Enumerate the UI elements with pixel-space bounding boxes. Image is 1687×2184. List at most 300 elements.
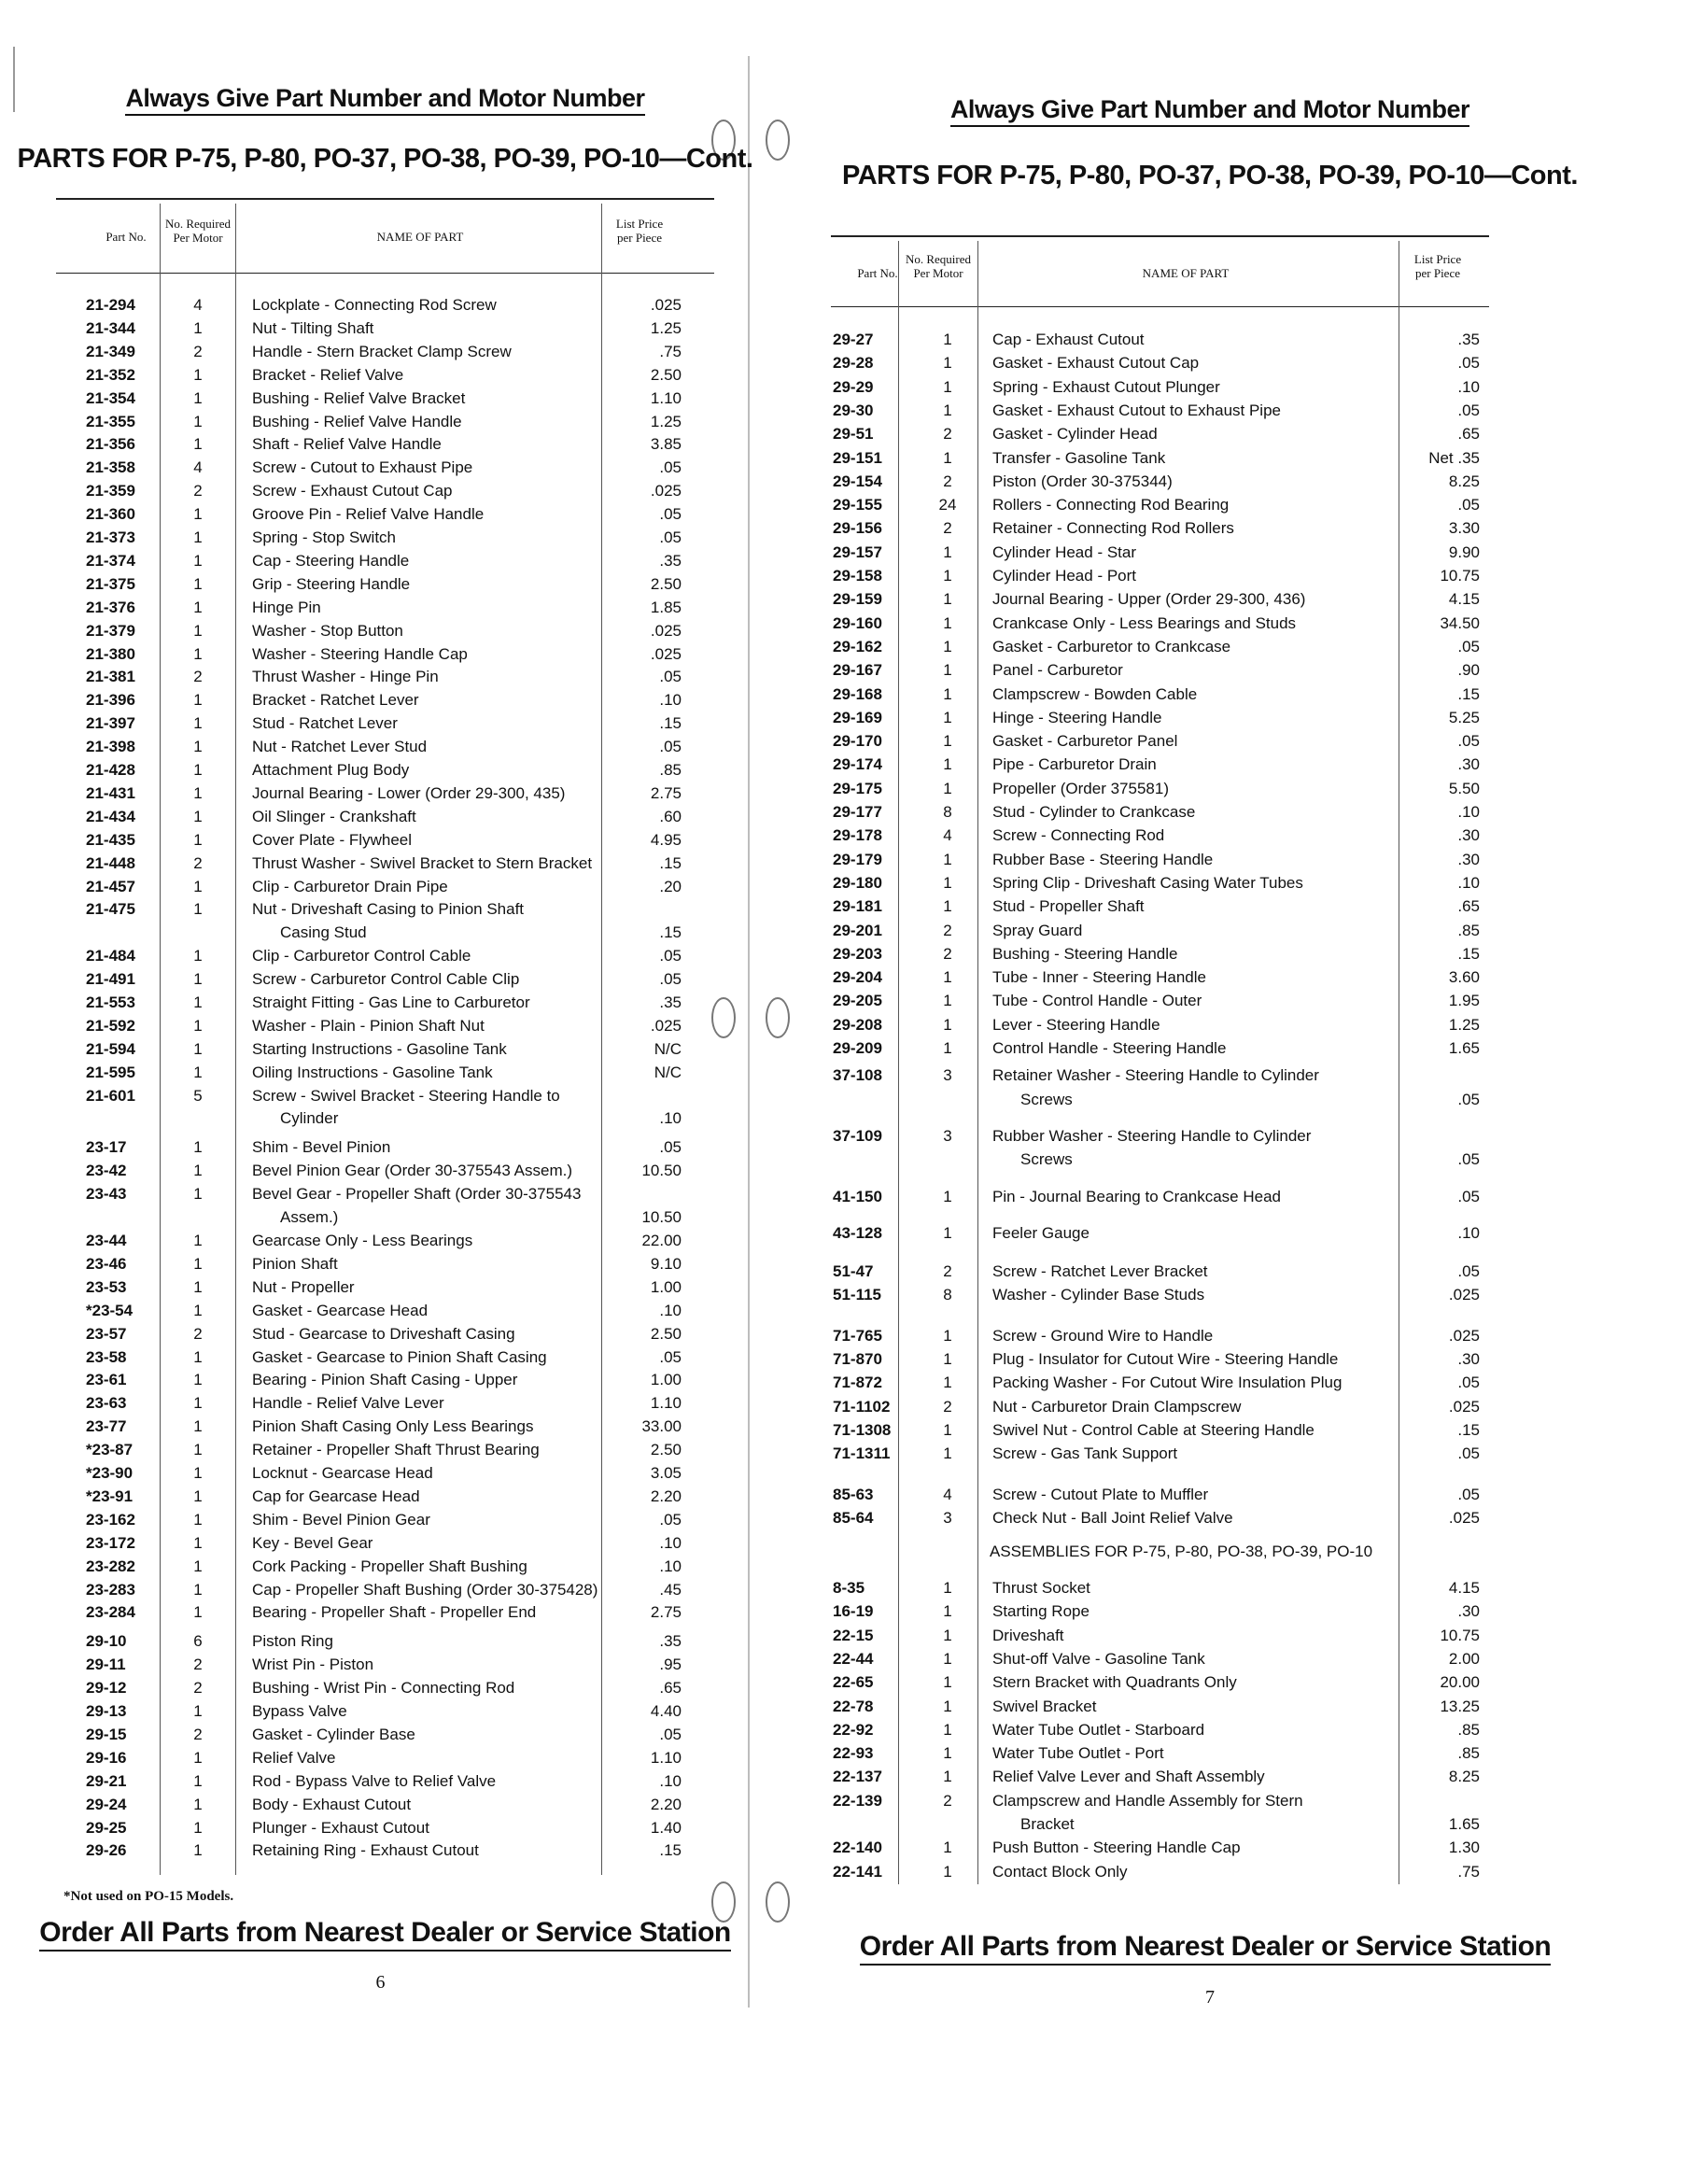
list-price: .15: [1457, 944, 1480, 963]
list-price: .05: [659, 668, 682, 686]
quantity: 3: [943, 1126, 952, 1145]
right-header-part-no: Part No.: [857, 266, 898, 280]
part-number: *23-91: [86, 1487, 134, 1505]
part-number: 22-93: [833, 1744, 874, 1763]
quantity: 1: [943, 1720, 952, 1739]
list-price: .65: [1457, 897, 1480, 916]
part-number: 85-64: [833, 1508, 874, 1527]
list-price: 5.25: [1448, 708, 1480, 726]
quantity: 1: [943, 873, 952, 892]
list-price: 13.25: [1440, 1697, 1480, 1715]
part-number: 21-428: [86, 761, 135, 779]
right-header-rule-bottom: [831, 306, 1489, 307]
part-number: 37-108: [833, 1066, 882, 1085]
list-price: 1.10: [650, 1394, 682, 1413]
list-price: 10.50: [641, 1162, 682, 1180]
quantity: 1: [943, 779, 952, 797]
quantity: 2: [193, 1324, 203, 1343]
part-number: 29-25: [86, 1818, 127, 1837]
list-price: .30: [1457, 826, 1480, 845]
part-number: 8-35: [833, 1579, 865, 1597]
part-name: Washer - Steering Handle Cap: [252, 644, 468, 663]
part-name: Straight Fitting - Gas Line to Carburetor: [252, 993, 530, 1011]
part-number: 29-30: [833, 401, 874, 419]
part-name: Cap - Exhaust Cutout: [992, 331, 1145, 348]
part-name: Gasket - Carburetor Panel: [992, 732, 1178, 751]
quantity: 2: [193, 1656, 203, 1674]
list-price: 1.25: [650, 412, 682, 430]
part-name: Bushing - Wrist Pin - Connecting Rod: [252, 1679, 515, 1698]
part-number: 23-282: [86, 1557, 135, 1575]
part-name: Bypass Valve: [252, 1702, 347, 1720]
part-number: 23-17: [86, 1138, 127, 1157]
part-name: Handle - Stern Bracket Clamp Screw: [252, 342, 512, 360]
part-name: Oil Slinger - Crankshaft: [252, 807, 416, 825]
part-name: Shim - Bevel Pinion: [252, 1138, 391, 1157]
quantity: 1: [943, 897, 952, 916]
part-number: 21-359: [86, 482, 135, 500]
list-price: .75: [1457, 1862, 1480, 1881]
quantity: 24: [938, 496, 957, 514]
part-number: 23-162: [86, 1510, 135, 1529]
left-rule-col1: [160, 204, 161, 1875]
quantity: 1: [943, 1602, 952, 1621]
part-name: Locknut - Gearcase Head: [252, 1464, 433, 1482]
part-name: Wrist Pin - Piston: [252, 1656, 374, 1674]
part-name: Retainer - Connecting Rod Rollers: [992, 519, 1234, 538]
quantity: 1: [193, 1417, 203, 1436]
part-number: 22-92: [833, 1720, 874, 1739]
quantity: 1: [193, 1702, 203, 1720]
part-name: Clampscrew and Handle Assembly for Stern: [992, 1791, 1303, 1810]
list-price: 9.90: [1448, 542, 1480, 561]
part-name: Bushing - Steering Handle: [992, 944, 1178, 963]
list-price: .35: [659, 993, 682, 1011]
list-price: .05: [659, 505, 682, 524]
part-name-continued: Screws: [1020, 1150, 1073, 1169]
part-number: 29-167: [833, 661, 882, 680]
quantity: 2: [193, 1725, 203, 1743]
quantity: 1: [943, 1444, 952, 1463]
quantity: 1: [193, 388, 203, 407]
part-name: Pipe - Carburetor Drain: [992, 755, 1157, 774]
part-name: Piston (Order 30-375344): [992, 472, 1173, 490]
list-price: .05: [1457, 354, 1480, 373]
quantity: 1: [943, 377, 952, 396]
list-price: .30: [1457, 1350, 1480, 1368]
part-number: 29-151: [833, 448, 882, 467]
part-name: Spring Clip - Driveshaft Casing Water Tubes: [992, 873, 1303, 892]
left-parts-title: PARTS FOR P-75, P-80, PO-37, PO-38, PO-39, PO-10—Cont.: [17, 144, 753, 174]
part-name: Relief Valve: [252, 1748, 336, 1767]
list-price: 33.00: [641, 1417, 682, 1436]
quantity: 1: [943, 1350, 952, 1368]
part-name: Nut - Propeller: [252, 1277, 355, 1296]
quantity: 2: [943, 1397, 952, 1416]
list-price: .30: [1457, 850, 1480, 868]
part-number: 21-448: [86, 853, 135, 872]
part-name: Nut - Tilting Shaft: [252, 318, 374, 337]
part-name: Rod - Bypass Valve to Relief Valve: [252, 1771, 497, 1790]
part-name: Gasket - Gearcase Head: [252, 1301, 429, 1319]
part-name: Thrust Socket: [992, 1579, 1090, 1597]
left-header-qty: No. Required Per Motor: [164, 217, 232, 245]
quantity: 1: [193, 1371, 203, 1389]
list-price: .025: [650, 621, 682, 640]
part-number: 21-434: [86, 807, 135, 825]
quantity: 2: [193, 1679, 203, 1698]
quantity: 1: [943, 1673, 952, 1692]
part-number: 22-65: [833, 1673, 874, 1692]
part-name: Spray Guard: [992, 921, 1083, 939]
part-number: 29-157: [833, 542, 882, 561]
quantity: 1: [193, 1487, 203, 1505]
part-number: 29-179: [833, 850, 882, 868]
list-price: 2.20: [650, 1487, 682, 1505]
part-number: 29-156: [833, 519, 882, 538]
part-number: 23-283: [86, 1580, 135, 1599]
part-name: Screw - Cutout to Exhaust Pipe: [252, 458, 473, 477]
quantity: 1: [943, 1326, 952, 1345]
part-number: 21-358: [86, 458, 135, 477]
quantity: 1: [193, 318, 203, 337]
quantity: 1: [193, 738, 203, 756]
list-price: 1.10: [650, 1748, 682, 1767]
list-price: 1.00: [650, 1277, 682, 1296]
part-number: 23-46: [86, 1254, 127, 1273]
part-name-continued: Bracket: [1020, 1814, 1075, 1833]
list-price: .15: [1457, 684, 1480, 703]
part-number: 23-57: [86, 1324, 127, 1343]
quantity: 1: [943, 684, 952, 703]
part-name: Screw - Cutout Plate to Muffler: [992, 1485, 1209, 1503]
quantity: 1: [193, 1016, 203, 1035]
right-banner-top: Always Give Part Number and Motor Number: [742, 95, 1678, 124]
part-number: 21-344: [86, 318, 135, 337]
part-name: Lever - Steering Handle: [992, 1015, 1160, 1034]
part-number: 21-553: [86, 993, 135, 1011]
part-name: Screw - Connecting Rod: [992, 826, 1165, 845]
quantity: 1: [943, 850, 952, 868]
part-number: 29-51: [833, 425, 874, 444]
quantity: 4: [943, 826, 952, 845]
quantity: 1: [193, 1063, 203, 1081]
list-price: .05: [1457, 1374, 1480, 1392]
list-price: .10: [1457, 1223, 1480, 1242]
part-name: Starting Instructions - Gasoline Tank: [252, 1039, 507, 1058]
list-price: .10: [659, 1109, 682, 1128]
part-name: Bevel Gear - Propeller Shaft (Order 30-375543: [252, 1185, 582, 1204]
quantity: 1: [943, 448, 952, 467]
list-price: .10: [1457, 377, 1480, 396]
part-number: 16-19: [833, 1602, 874, 1621]
part-number: 29-203: [833, 944, 882, 963]
part-name: Spring - Stop Switch: [252, 528, 397, 546]
part-number: 37-109: [833, 1126, 882, 1145]
quantity: 1: [193, 1254, 203, 1273]
part-number: 22-140: [833, 1839, 882, 1857]
part-name: Nut - Driveshaft Casing to Pinion Shaft: [252, 900, 525, 919]
list-price: .05: [1457, 732, 1480, 751]
right-header-price: List Price per Piece: [1413, 252, 1462, 280]
left-header-part-no: Part No.: [105, 230, 147, 244]
list-price: .10: [659, 691, 682, 710]
quantity: 1: [193, 1441, 203, 1459]
quantity: 2: [943, 1791, 952, 1810]
part-number: *23-54: [86, 1301, 134, 1319]
list-price: 5.50: [1448, 779, 1480, 797]
list-price: 3.60: [1448, 968, 1480, 987]
part-name: Nut - Carburetor Drain Clampscrew: [992, 1397, 1242, 1416]
part-number: 23-63: [86, 1394, 127, 1413]
part-name: Thrust Washer - Swivel Bracket to Stern Bracket: [252, 853, 593, 872]
quantity: 1: [193, 528, 203, 546]
quantity: 1: [943, 1420, 952, 1439]
quantity: 2: [943, 425, 952, 444]
part-name: Oiling Instructions - Gasoline Tank: [252, 1063, 493, 1081]
part-number: 29-175: [833, 779, 882, 797]
list-price: .85: [1457, 1744, 1480, 1763]
part-number: *23-87: [86, 1441, 134, 1459]
list-price: .15: [659, 714, 682, 733]
list-price: .05: [659, 1138, 682, 1157]
quantity: 8: [943, 803, 952, 821]
left-header-rule-bottom: [56, 273, 714, 274]
list-price: .10: [659, 1533, 682, 1552]
quantity: 4: [193, 296, 203, 314]
list-price: .10: [659, 1301, 682, 1319]
part-number: 21-380: [86, 644, 135, 663]
quantity: 1: [193, 1347, 203, 1366]
list-price: 10.50: [641, 1208, 682, 1227]
list-price: 22.00: [641, 1232, 682, 1249]
part-number: 29-204: [833, 968, 882, 987]
part-number: 21-475: [86, 900, 135, 919]
part-number: 71-870: [833, 1350, 882, 1368]
part-name: Hinge - Steering Handle: [992, 708, 1162, 726]
part-number: 29-169: [833, 708, 882, 726]
list-price: 1.65: [1448, 1039, 1480, 1057]
quantity: 1: [193, 830, 203, 849]
part-name: Transfer - Gasoline Tank: [992, 448, 1166, 467]
quantity: 1: [943, 968, 952, 987]
part-name: Washer - Plain - Pinion Shaft Nut: [252, 1016, 485, 1035]
list-price: .95: [659, 1656, 682, 1674]
list-price: 2.75: [650, 783, 682, 802]
quantity: 1: [193, 412, 203, 430]
quantity: 1: [943, 1374, 952, 1392]
list-price: 1.10: [650, 388, 682, 407]
part-name: Starting Rope: [992, 1602, 1090, 1621]
list-price: 3.05: [650, 1464, 682, 1482]
part-name-continued: Cylinder: [280, 1109, 339, 1128]
list-price: .35: [659, 1632, 682, 1651]
quantity: 1: [943, 1015, 952, 1034]
part-number: 29-16: [86, 1748, 127, 1767]
part-name: Bearing - Pinion Shaft Casing - Upper: [252, 1371, 518, 1389]
quantity: 1: [943, 590, 952, 609]
part-name: Retainer - Propeller Shaft Thrust Bearing: [252, 1441, 540, 1459]
list-price: .05: [659, 947, 682, 965]
part-number: 23-44: [86, 1232, 127, 1249]
part-number: 21-375: [86, 574, 135, 593]
quantity: 2: [193, 668, 203, 686]
part-name: Retainer Washer - Steering Handle to Cylinder: [992, 1066, 1319, 1085]
quantity: 1: [193, 807, 203, 825]
list-price: 2.50: [650, 574, 682, 593]
quantity: 3: [943, 1508, 952, 1527]
part-number: 23-42: [86, 1162, 127, 1180]
part-name: Crankcase Only - Less Bearings and Studs: [992, 613, 1297, 632]
part-number: 29-159: [833, 590, 882, 609]
quantity: 1: [193, 644, 203, 663]
list-price: .30: [1457, 1602, 1480, 1621]
part-name: Gearcase Only - Less Bearings: [252, 1232, 473, 1249]
quantity: 1: [193, 1841, 203, 1860]
left-page: [0, 0, 752, 2184]
right-header-qty: No. Required Per Motor: [905, 252, 972, 280]
quantity: 1: [193, 1771, 203, 1790]
part-number: 29-15: [86, 1725, 127, 1743]
left-header-rule-top: [56, 198, 714, 200]
part-number: 21-397: [86, 714, 135, 733]
list-price: 9.10: [650, 1254, 682, 1273]
quantity: 1: [943, 567, 952, 585]
quantity: 1: [943, 708, 952, 726]
part-number: 85-63: [833, 1485, 874, 1503]
part-number: 21-595: [86, 1063, 135, 1081]
part-number: 21-594: [86, 1039, 135, 1058]
part-number: 23-284: [86, 1603, 135, 1622]
quantity: 2: [943, 944, 952, 963]
part-number: 71-1102: [833, 1397, 891, 1416]
part-number: 29-27: [833, 331, 874, 348]
part-name: Push Button - Steering Handle Cap: [992, 1839, 1241, 1857]
part-name: Cover Plate - Flywheel: [252, 830, 413, 849]
part-number: 29-28: [833, 354, 874, 373]
quantity: 1: [943, 1697, 952, 1715]
part-number: 21-592: [86, 1016, 135, 1035]
list-price: Net .35: [1428, 448, 1480, 467]
quantity: 1: [193, 877, 203, 895]
part-number: 22-78: [833, 1697, 874, 1715]
part-number: 22-139: [833, 1791, 882, 1810]
list-price: 10.75: [1440, 567, 1480, 585]
part-name: Gasket - Exhaust Cutout Cap: [992, 354, 1200, 373]
left-banner-top: Always Give Part Number and Motor Number: [9, 84, 761, 113]
quantity: 1: [943, 755, 952, 774]
list-price: .025: [1448, 1397, 1480, 1416]
part-number: 21-379: [86, 621, 135, 640]
part-number: 29-154: [833, 472, 882, 490]
part-number: 29-177: [833, 803, 882, 821]
left-footnote: *Not used on PO-15 Models.: [63, 1889, 234, 1904]
quantity: 1: [943, 1039, 952, 1057]
part-number: 29-24: [86, 1795, 127, 1813]
list-price: .30: [1457, 755, 1480, 774]
part-name: Thrust Washer - Hinge Pin: [252, 668, 439, 686]
list-price: 4.15: [1448, 1579, 1480, 1597]
part-number: 23-172: [86, 1533, 135, 1552]
part-name: Relief Valve Lever and Shaft Assembly: [992, 1768, 1265, 1786]
quantity: 2: [193, 853, 203, 872]
list-price: .15: [659, 923, 682, 942]
part-name: Cylinder Head - Star: [992, 542, 1137, 561]
list-price: 2.50: [650, 1324, 682, 1343]
quantity: 1: [193, 1039, 203, 1058]
part-number: 29-26: [86, 1841, 127, 1860]
part-name: Water Tube Outlet - Starboard: [992, 1720, 1205, 1739]
list-price: .05: [1457, 637, 1480, 655]
part-number: 21-435: [86, 830, 135, 849]
part-name: Screw - Exhaust Cutout Cap: [252, 482, 453, 500]
list-price: .025: [650, 1016, 682, 1035]
part-number: 21-373: [86, 528, 135, 546]
part-name: Cap - Steering Handle: [252, 551, 410, 570]
part-number: 29-13: [86, 1702, 127, 1720]
part-number: 71-1311: [833, 1444, 891, 1463]
part-name: Nut - Ratchet Lever Stud: [252, 738, 428, 756]
part-name: Screw - Gas Tank Support: [992, 1444, 1178, 1463]
part-name: Swivel Bracket: [992, 1697, 1097, 1715]
part-number: 23-77: [86, 1417, 127, 1436]
part-name: Plunger - Exhaust Cutout: [252, 1818, 429, 1837]
quantity: 6: [193, 1632, 203, 1651]
part-name: Pinion Shaft: [252, 1254, 338, 1273]
part-number: 21-349: [86, 342, 135, 360]
part-name: Tube - Control Handle - Outer: [992, 992, 1202, 1010]
part-number: 71-1308: [833, 1420, 892, 1439]
quantity: 2: [193, 482, 203, 500]
part-number: 29-168: [833, 684, 882, 703]
list-price: .85: [659, 761, 682, 779]
part-name: Washer - Stop Button: [252, 621, 403, 640]
list-price: 4.95: [650, 830, 682, 849]
quantity: 1: [943, 1744, 952, 1763]
quantity: 1: [193, 1301, 203, 1319]
part-number: 23-58: [86, 1347, 127, 1366]
part-number: 23-61: [86, 1371, 127, 1389]
list-price: 4.40: [650, 1702, 682, 1720]
quantity: 2: [943, 1262, 952, 1281]
part-number: 29-21: [86, 1771, 127, 1790]
part-number: 22-44: [833, 1649, 874, 1668]
quantity: 4: [193, 458, 203, 477]
part-name: Check Nut - Ball Joint Relief Valve: [992, 1508, 1233, 1527]
part-number: 29-162: [833, 637, 882, 655]
quantity: 1: [193, 1795, 203, 1813]
list-price: .10: [659, 1771, 682, 1790]
list-price: .35: [1457, 331, 1480, 348]
part-name: Water Tube Outlet - Port: [992, 1744, 1164, 1763]
part-number: 29-208: [833, 1015, 882, 1034]
part-name: Stud - Propeller Shaft: [992, 897, 1145, 916]
left-page-number: 6: [375, 1972, 386, 1993]
list-price: .05: [659, 528, 682, 546]
quantity: 1: [193, 970, 203, 989]
list-price: .45: [659, 1580, 682, 1599]
quantity: 1: [943, 661, 952, 680]
quantity: 1: [943, 1649, 952, 1668]
part-number: 21-354: [86, 388, 135, 407]
part-number: 29-29: [833, 377, 874, 396]
quantity: 1: [193, 691, 203, 710]
part-name: Gasket - Gearcase to Pinion Shaft Casing: [252, 1347, 547, 1366]
list-price: .05: [1457, 1090, 1480, 1108]
quantity: 1: [193, 1603, 203, 1622]
quantity: 1: [193, 1394, 203, 1413]
list-price: .20: [659, 877, 682, 895]
